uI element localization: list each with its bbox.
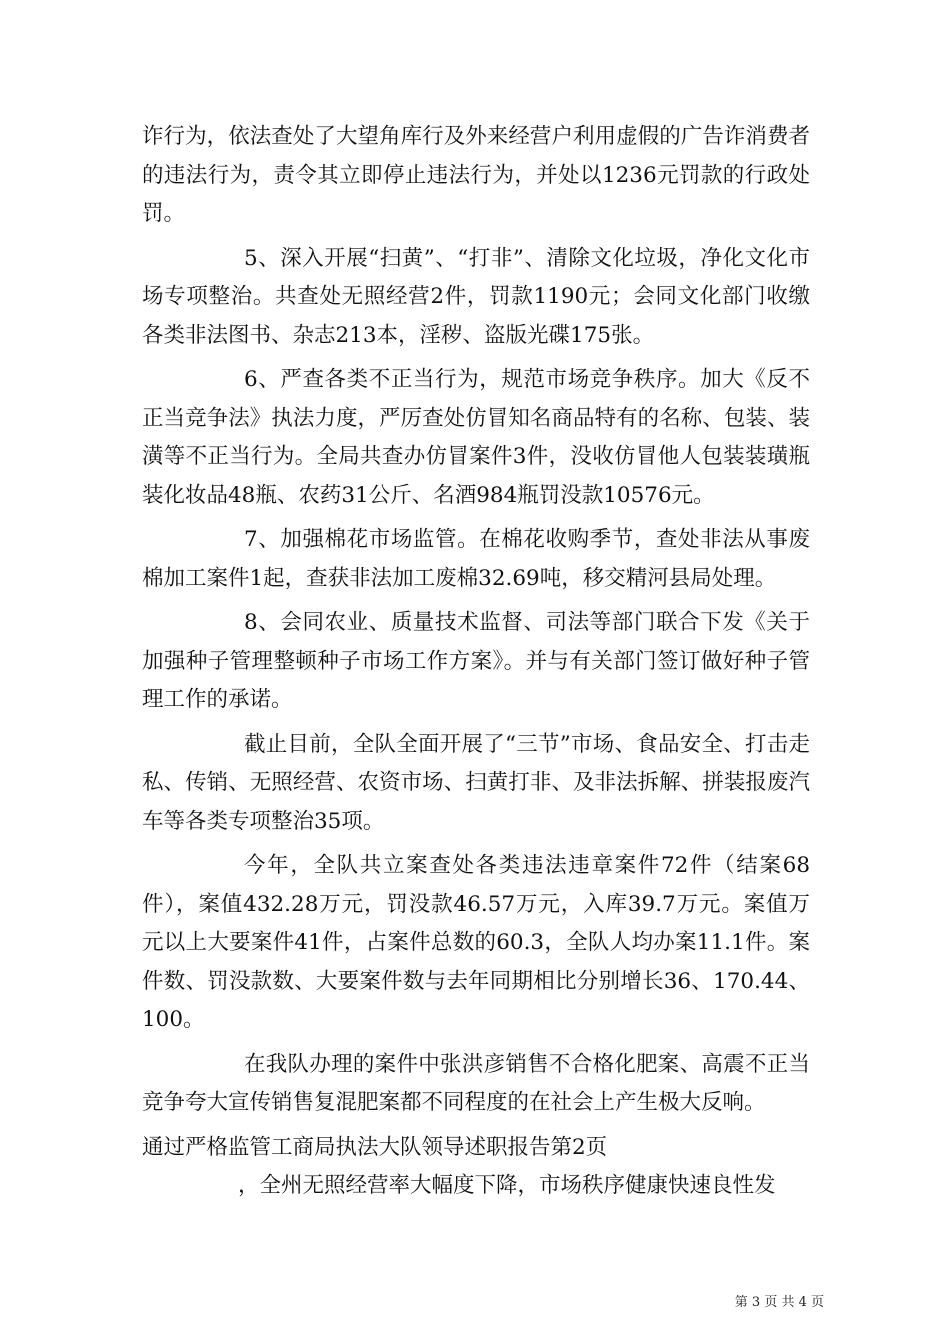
paragraph-item-6: 6、严查各类不正当行为，规范市场竞争秩序。加大《反不正当竞争法》执法力度，严厉查处仿冒知名商品特有的名称、包装、装潢等不正当行为。全局共查办仿冒案件3件，没收仿冒他人包装装璜瓶装化妆品48瓶、农药31公斤、名酒984瓶罚没款10576元。 xyxy=(142,367,810,508)
paragraph-fraud-penalty: 诈行为，依法查处了大望角库行及外来经营户利用虚假的广告诈消费者的违法行为，责令其立即停止违法行为，并处以1236元罚款的行政处罚。 xyxy=(142,124,810,226)
document-body xyxy=(142,118,810,1212)
paragraph-summary-campaigns: 截止目前，全队全面开展了“三节”市场、食品安全、打击走私、传销、无照经营、农资市场、扫黄打非、及非法拆解、拼装报废汽车等各类专项整治35项。 xyxy=(142,731,810,834)
page-number-footer: 第 3 页 共 4 页 xyxy=(734,1295,824,1310)
paragraph-item-7: 7、加强棉花市场监管。在棉花收购季节，查处非法从事废棉加工案件1起，查获非法加工废棉32.69吨，移交精河县局处理。 xyxy=(142,527,810,591)
paragraph-continuation: ，全州无照经营率大幅度下降，市场秩序健康快速良性发 xyxy=(238,1173,776,1198)
paragraph-item-5: 5、深入开展“扫黄”、“打非”、清除文化垃圾，净化文化市场专项整治。共查处无照经营2件，罚款1190元；会同文化部门收缴各类非法图书、杂志213本，淫秽、盗版光碟175张。 xyxy=(142,245,810,348)
paragraph-annual-cases: 今年，全队共立案查处各类违法违章案件72件（结案68件），案值432.28万元，罚没款46.57万元，入库39.7万元。案值万元以上大要案件41件，占案件总数的60.3，全队人均办案11.1件。案件数、罚没款数、大要案件数与去年同期相比分别增长36、170.44、100。 xyxy=(142,853,810,1032)
paragraph-item-8: 8、会同农业、质量技术监督、司法等部门联合下发《关于加强种子管理整顿种子市场工作方案》。并与有关部门签订做好种子管理工作的承诺。 xyxy=(142,610,810,712)
paragraph-page-marker: 通过严格监管工商局执法大队领导述职报告第2页 xyxy=(142,1134,608,1160)
paragraph-notable-cases: 在我队办理的案件中张洪彦销售不合格化肥案、高震不正当竞争夸大宣传销售复混肥案都不同程度的在社会上产生极大反响。 xyxy=(142,1051,810,1115)
